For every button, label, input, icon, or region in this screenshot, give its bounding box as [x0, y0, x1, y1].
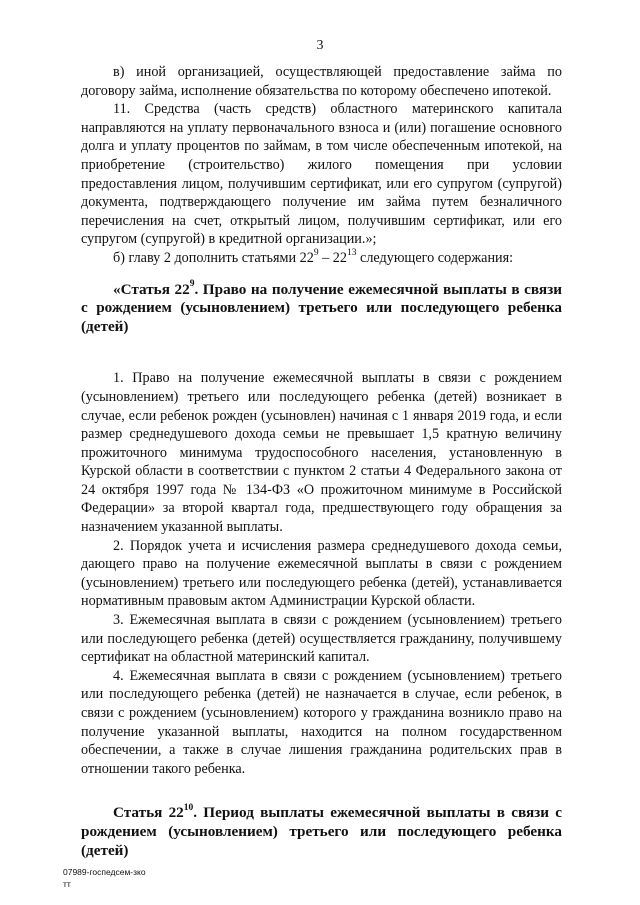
amendment-line: б) главу 2 дополнить статьями $22^9 - 22^{13}$ следующего содержания:: [113, 248, 514, 266]
article-22-10-heading: Статья $22^{10}$. Период выплаты ежемесячной выплаты в связи с рождением (усыновлением) третьего или последующего ребенка (детей): [81, 803, 562, 859]
footer-code: 07989-госпедсем-зко: [63, 867, 146, 877]
article-22-9-heading: «Статья $22^9$. Право на получение ежемесячной выплаты в связи с рождением (усыновлением) третьего или последующего ребенка (детей): [81, 279, 562, 335]
paragraph-v: в) иной организацией, осуществляющей предоставление займа по договору займа, исполнение обязательства по которому обеспечено ипотекой.: [81, 64, 562, 99]
article-22-9-paragraph-1: 1. Право на получение ежемесячной выплаты в связи с рождением (усыновлением) третьего или последующего ребенка (детей) возникает в случае, если ребенок рожден (усыновлен) начиная с 1 января 2019 года, и если размер среднедушевого дохода семьи не превышает 1,5 кратную величину прожиточного минимума трудоспособного населения, установленную в Курской области в соответствии с пунктом 2 статьи 4 Федерального закона от 24 октября 1997 года № 134-ФЗ «О прожиточном минимуме в Российской Федерации» за второй квартал года, предшествующего году обращения за назначением указанной выплаты.: [81, 370, 562, 536]
document-footer: [63, 866, 146, 890]
paragraph-11: 11. Средства (часть средств) областного материнского капитала направляются на уплату первоначального взноса и (или) погашение основного долга и уплату процентов по займам, в том числе обеспеченным ипотекой, на приобретение (строительство) жилого помещения при условии предоставления лицом, получившим сертификат, или его супругом (супругой) документа, подтверждающего получение им займа путем безналичного перечисления на счет, открытый лицом, получившим сертификат, или его супругом (супругой) в кредитной организации.»;: [81, 101, 562, 248]
page-number: 3: [316, 38, 324, 53]
article-22-9-paragraph-3: 3. Ежемесячная выплата в связи с рождением (усыновлением) третьего или последующего ребенка (детей) осуществляется гражданину, получившему сертификат на областной материнский капитал.: [81, 612, 562, 666]
article-22-9-paragraph-4: 4. Ежемесячная выплата в связи с рождением (усыновлением) третьего или последующего ребенка (детей) не назначается в случае, если ребенок, в связи с рождением (усыновлением) которого у гражданина возникло право на получение указанной выплаты, находится на полном государственном обеспечении, а также в случае лишения гражданина родительских прав в отношении такого ребенка.: [81, 667, 562, 777]
footer-initials: тт: [63, 879, 71, 889]
article-22-9-paragraph-2: 2. Порядок учета и исчисления размера среднедушевого дохода семьи, дающего право на получение ежемесячной выплаты в связи с рождением (усыновлением) третьего или последующего ребенка (детей), устанавливается нормативным правовым актом Администрации Курской области.: [81, 537, 562, 610]
document-body: [81, 63, 562, 860]
